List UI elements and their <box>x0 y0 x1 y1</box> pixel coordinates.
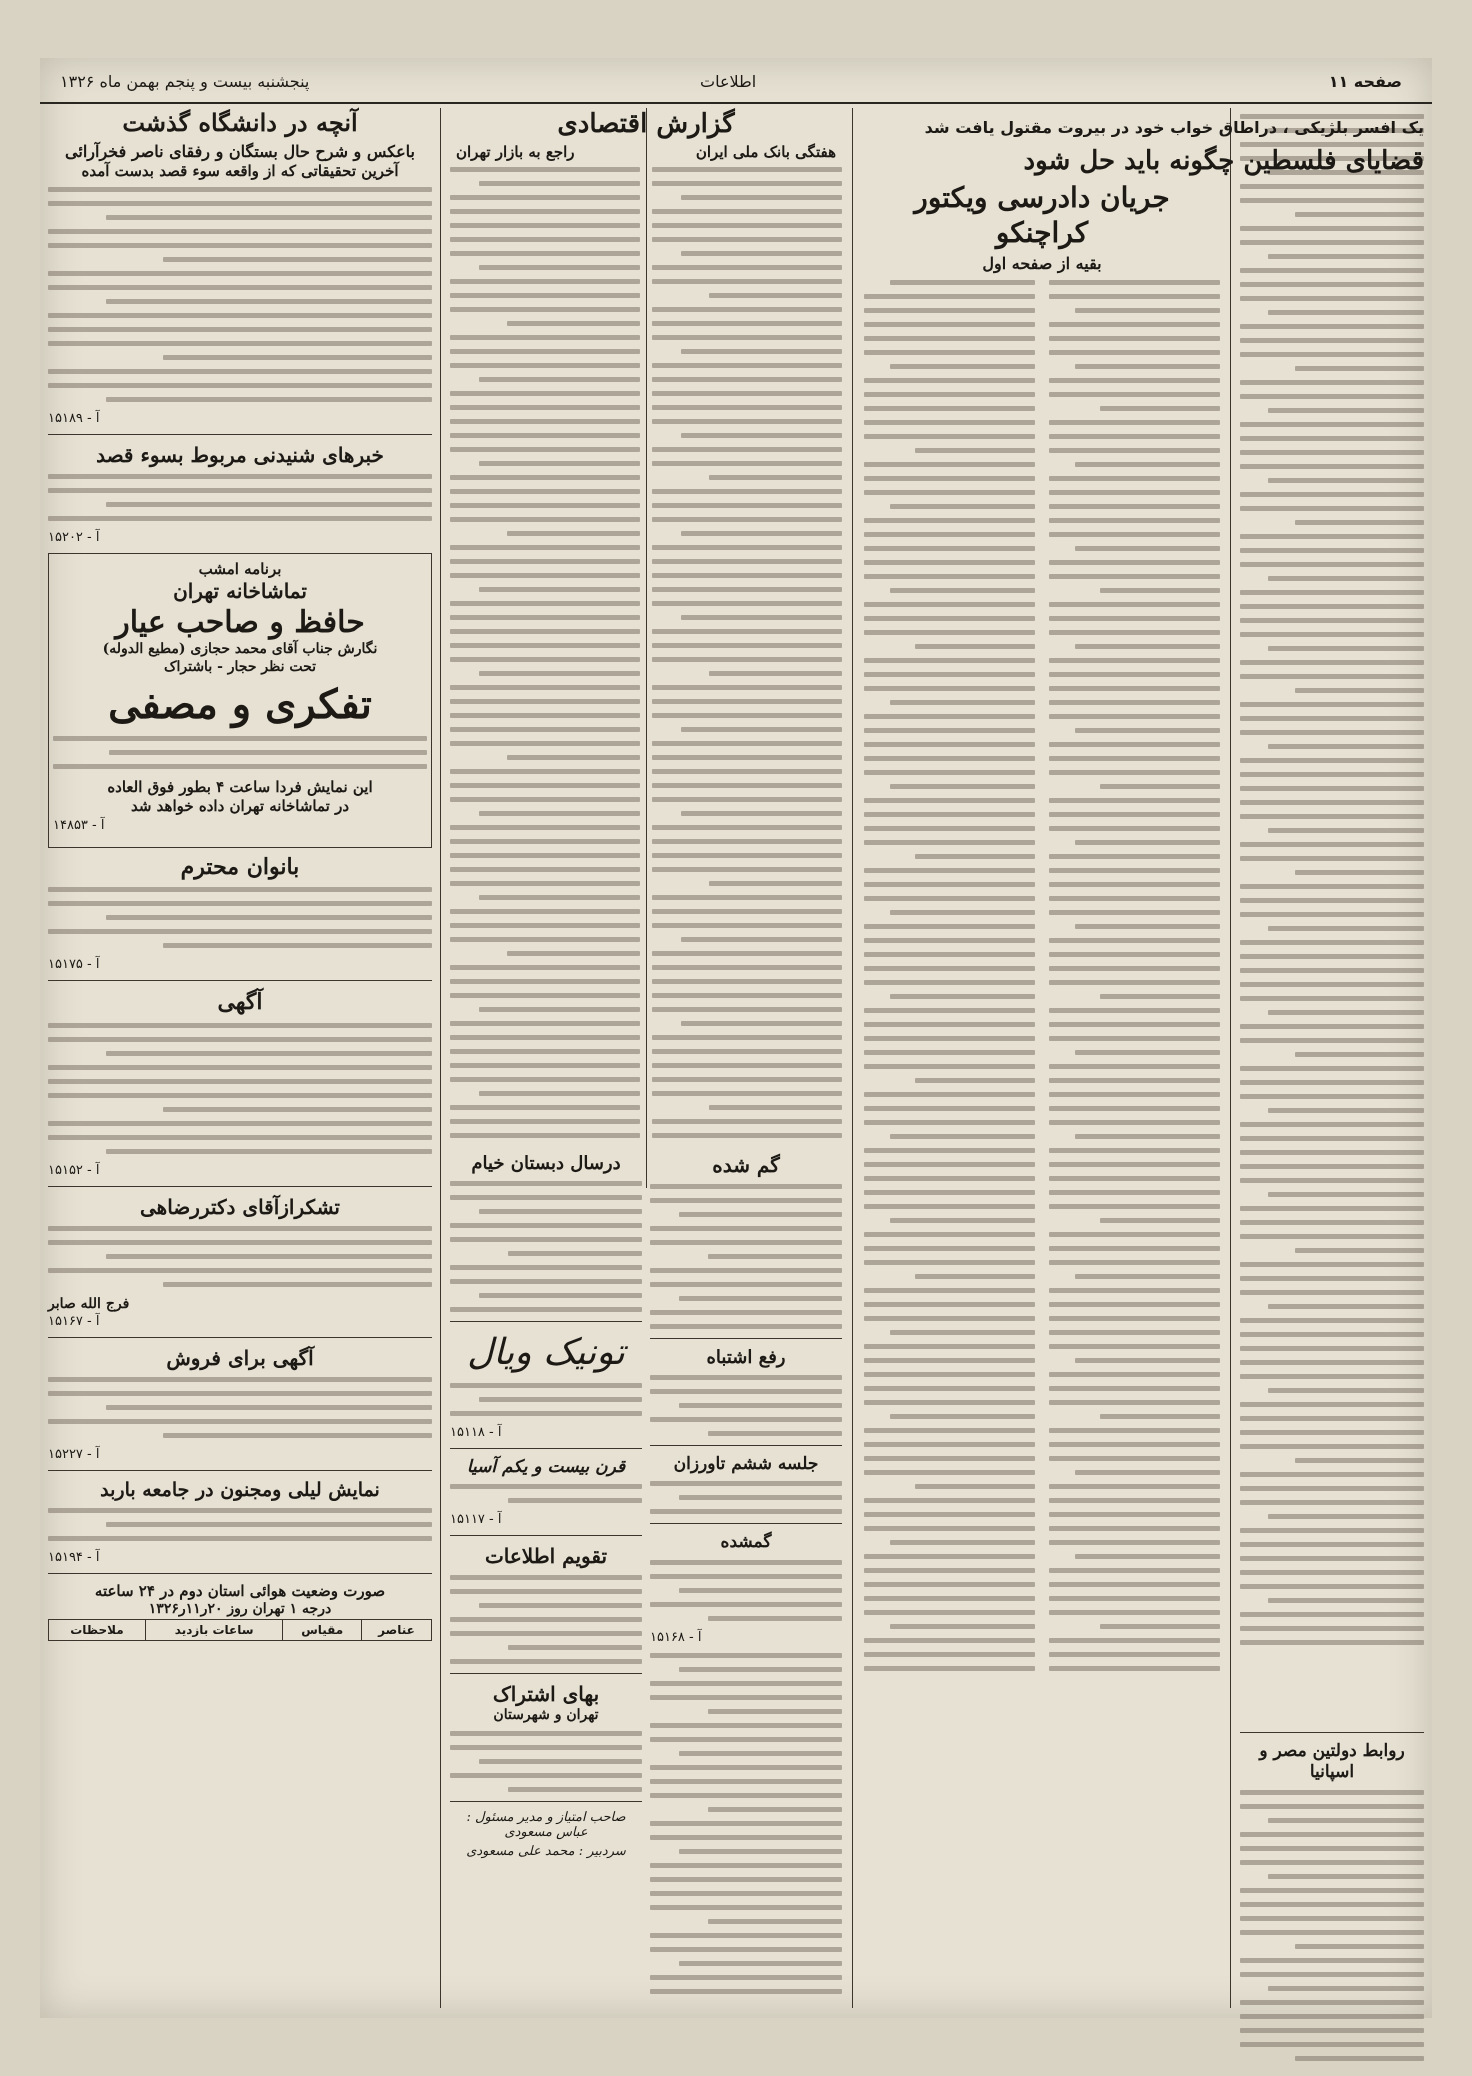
headline-economic: گزارش اقتصادی <box>557 109 735 139</box>
page-number: صفحه ۱۱ <box>1328 72 1402 91</box>
subhead-bank: هفتگی بانک ملی ایران <box>695 142 836 161</box>
column-notices <box>40 108 440 1641</box>
column-rule <box>440 108 441 2008</box>
lost-heading: گم شده <box>712 1152 780 1177</box>
headline-news: خبرهای شنیدنی مربوط بسوء قصد <box>96 442 384 467</box>
issue-date: پنجشنبه بیست و پنجم بهمن ماه ۱۳۲۶ <box>60 72 310 91</box>
found-heading: گمشده <box>720 1532 772 1553</box>
weather-table <box>48 1619 432 1641</box>
weather-sub: درجه ۱ تهران روز ۲۰ر۱۱ر۱۳۲۶ <box>148 1601 332 1617</box>
ad-code: آ - ۱۵۱۱۷ <box>450 1512 502 1528</box>
publisher-line: صاحب امتیاز و مدیر مسئول : عباس مسعودی <box>466 1809 626 1840</box>
ad-code: آ - ۱۵۱۶۷ <box>48 1313 100 1329</box>
ad-code: آ - ۱۵۲۲۷ <box>48 1446 100 1462</box>
theatre-ad <box>48 553 432 848</box>
calendar-heading: تقویم اطلاعات <box>484 1544 608 1569</box>
weather-col: ملاحظات <box>49 1619 146 1640</box>
session-heading: جلسه ششم تاورزان <box>673 1454 819 1474</box>
program-label: برنامه امشب <box>198 559 282 578</box>
ad-code: آ - ۱۵۱۶۸ <box>650 1629 702 1645</box>
section-heading: روابط دولتین مصر و اسپانیا <box>1259 1741 1405 1783</box>
column-rule <box>1230 108 1231 2008</box>
column-palestine <box>1232 108 1432 2070</box>
play-title: حافظ و صاحب عیار <box>115 604 365 640</box>
column-rule <box>852 108 853 2008</box>
director-line: تحت نظر حجار - باشتراک <box>163 658 317 675</box>
paper-name: اطلاعات <box>700 72 757 91</box>
subhead-bazaar: راجع به بازار تهران <box>456 142 575 161</box>
ad-code: آ - ۱۵۱۸۹ <box>48 410 100 426</box>
headline-university: آنچه در دانشگاه گذشت <box>122 108 358 137</box>
weather-col: عناصر <box>362 1619 432 1640</box>
ad-code: آ - ۱۵۲۰۲ <box>48 529 100 545</box>
khayyam-heading: درسال دبستان خیام <box>471 1152 621 1174</box>
left-subcolumn <box>450 1153 642 2003</box>
subscription-heading: بهای اشتراک <box>492 1682 600 1707</box>
column-economic <box>442 108 850 2003</box>
play2-heading: نمایش لیلی ومجنون در جامعه باربد <box>100 1478 380 1501</box>
subscription-sub: تهران و شهرستان <box>493 1707 599 1724</box>
right-subcolumn <box>650 1153 842 2003</box>
ladies-heading: بانوان محترم <box>180 853 300 880</box>
kicker: یک افسر بلژیکی ، دراطاق خواب خود در بیروت مقتول یافت شد <box>924 118 1424 137</box>
show-time: این نمایش فردا ساعت ۴ بطور فوق العاده <box>107 778 373 796</box>
university-sub: باعکس و شرح حال بستگان و رفقای ناصر فخرآرائی <box>65 142 415 161</box>
show-place: در تماشاخانه تهران داده خواهد شد <box>131 796 349 815</box>
tonic-ad-logo: تونیک ویال <box>467 1332 625 1373</box>
subhead-continued: بقیه از صفحه اول <box>982 254 1102 273</box>
headline-palestine: قضایای فلسطین چگونه باید حل شود <box>1023 145 1424 176</box>
ad-code: آ - ۱۵۱۱۸ <box>450 1425 502 1440</box>
ad-code: آ - ۱۵۱۹۴ <box>48 1550 100 1566</box>
headline-kravchenko: جریان دادرسی ویکتور کراچنکو <box>914 181 1170 249</box>
editor-line: سردبیر : محمد علی مسعودی <box>466 1843 626 1859</box>
correction-heading: رفع اشتباه <box>706 1346 786 1368</box>
column-kravchenko <box>856 180 1228 2076</box>
ad-code: آ - ۱۴۸۵۳ <box>53 817 105 833</box>
notice-heading: آگهی <box>217 989 263 1015</box>
weather-col: مقیاس <box>283 1619 362 1640</box>
weather-col: ساعات بازدید <box>145 1619 282 1640</box>
asia-ad: قرن بیست و یکم آسیا <box>466 1457 626 1477</box>
theatre-name: تماشاخانه تهران <box>173 578 307 603</box>
thanks-heading: تشکرازآقای دکتررضاهی <box>140 1194 340 1219</box>
troupe-name: تفکری و مصفی <box>108 681 372 728</box>
ad-code: آ - ۱۵۱۷۵ <box>48 957 100 972</box>
signature: فرج الله صابر <box>48 1295 130 1312</box>
author-line: نگارش جناب آقای محمد حجازی (مطیع الدوله) <box>102 641 378 657</box>
palestine-headline-block <box>856 112 1432 177</box>
sale-heading: آگهی برای فروش <box>166 1345 314 1370</box>
masthead <box>40 58 1432 104</box>
weather-heading: صورت وضعیت هوائی استان دوم در ۲۴ ساعته <box>94 1582 386 1601</box>
ad-code: آ - ۱۵۱۵۲ <box>48 1162 100 1178</box>
university-sub2: آخرین تحقیقاتی که از واقعه سوء قصد بدست آمده <box>81 162 399 180</box>
